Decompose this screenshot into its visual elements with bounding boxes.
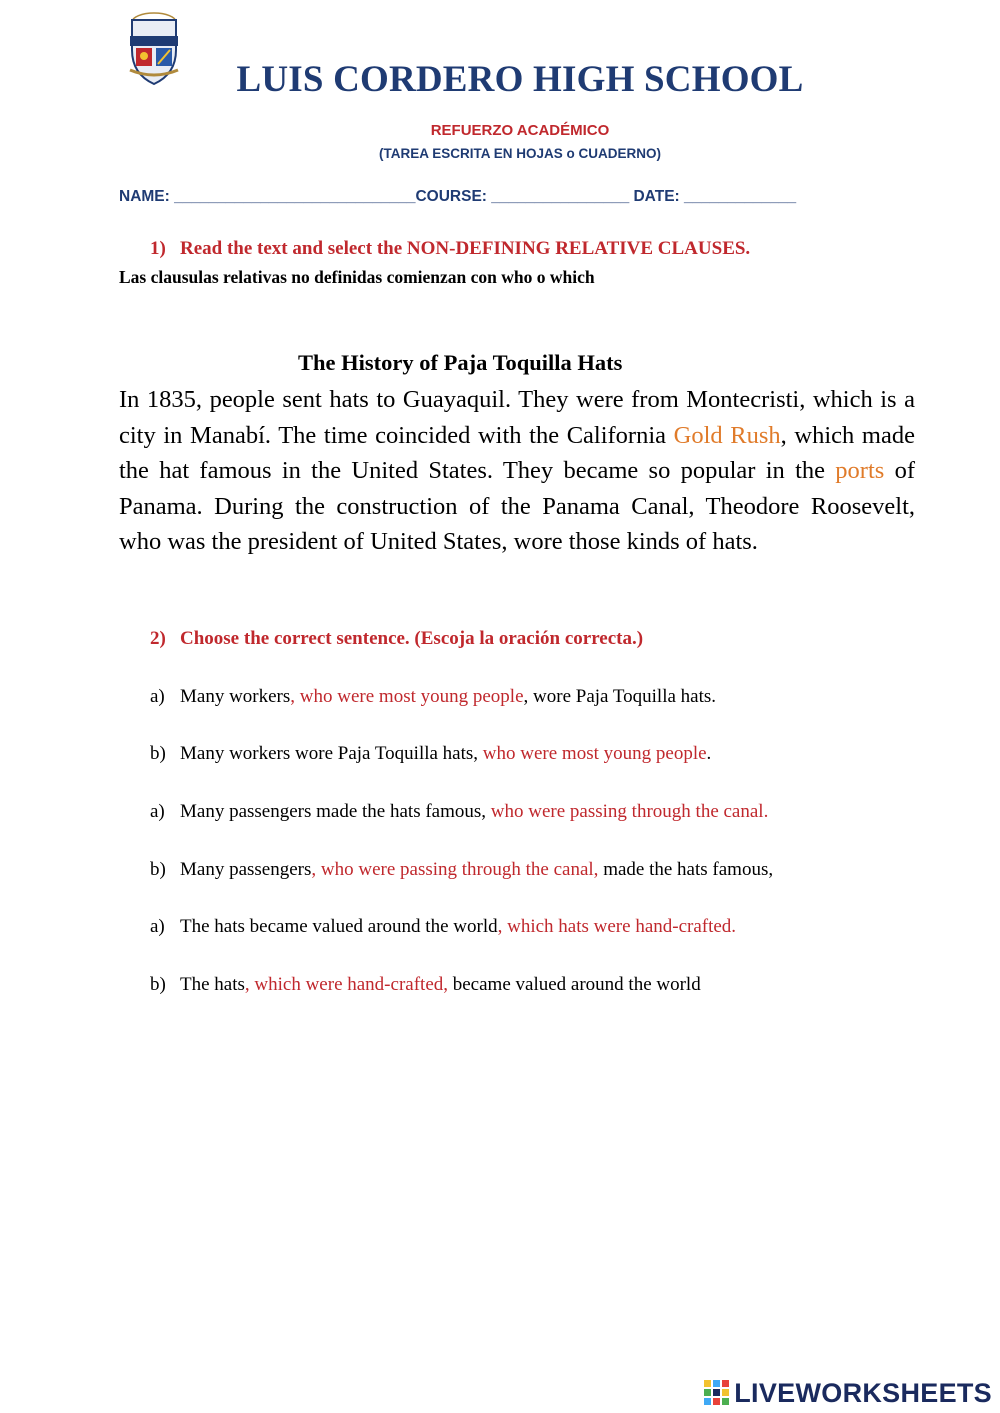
passage-text[interactable] [119, 382, 915, 560]
option-text: Many passengers [180, 859, 312, 880]
option-1b[interactable] [150, 743, 711, 765]
option-clause: , who were passing through the canal, [311, 859, 599, 880]
option-letter: a) [150, 916, 165, 937]
option-2a[interactable] [150, 801, 768, 823]
passage-segment[interactable]: of Panama. During the construction of the Panama Canal, Theodore Roosevelt, who was the president of United States, wore those kinds of hats. [119, 457, 915, 556]
option-clause: , who were most young people [290, 686, 524, 707]
question-number: 1) [150, 238, 166, 259]
option-text: The hats became valued around the world [180, 916, 498, 937]
option-letter: b) [150, 974, 166, 995]
question-text: Choose the correct sentence. (Escoja la oración correcta.) [180, 628, 644, 649]
option-text: Many workers [180, 686, 291, 707]
passage-segment[interactable]: , which made the hat famous in the United States. They became so popular in the [119, 421, 915, 485]
passage-segment[interactable]: In 1835, people sent hats to Guayaquil. They were from Montecristi, which is a city in Manabí. The time coincided with the California [119, 386, 915, 449]
student-info-line: NAME: ____________________________COURSE: ________________ DATE: _____________ [119, 188, 797, 205]
option-clause: , which hats were hand-crafted. [497, 916, 737, 937]
subtitle: REFUERZO ACADÉMICO [430, 122, 610, 139]
school-title: LUIS CORDERO HIGH SCHOOL [236, 59, 804, 100]
liveworksheets-brand [704, 1378, 992, 1408]
question-text: Read the text and select the NON-DEFINING RELATIVE CLAUSES. [180, 238, 751, 259]
option-letter: b) [150, 859, 166, 880]
question-1-instruction: Las clausulas relativas no definidas comienzan con who o which [119, 267, 595, 287]
option-letter: a) [150, 686, 165, 707]
highlighted-term[interactable]: ports [835, 457, 885, 485]
option-text: Many passengers made the hats famous, [180, 801, 491, 822]
option-text: Many workers wore Paja Toquilla hats, [180, 743, 483, 764]
option-3b[interactable] [150, 974, 701, 996]
question-number: 2) [150, 628, 166, 649]
option-text: , wore Paja Toquilla hats. [523, 686, 717, 707]
option-text: . [706, 743, 712, 764]
option-1a[interactable] [150, 686, 716, 708]
option-text: became valued around the world [448, 974, 701, 995]
option-2b[interactable] [150, 859, 773, 881]
option-clause: who were most young people [482, 743, 707, 764]
passage-title: The History of Paja Toquilla Hats [298, 350, 623, 375]
option-text: made the hats famous, [598, 859, 774, 880]
subtitle-note: (TAREA ESCRITA EN HOJAS o CUADERNO) [378, 146, 661, 161]
brand-name: LIVEWORKSHEETS [734, 1377, 992, 1408]
option-text: The hats [180, 974, 245, 995]
highlighted-term[interactable]: Gold Rush [673, 421, 781, 449]
option-clause: who were passing through the canal. [490, 801, 769, 822]
option-letter: b) [150, 743, 166, 764]
option-letter: a) [150, 801, 165, 822]
option-3a[interactable] [150, 916, 736, 938]
question-2-heading [150, 628, 643, 650]
liveworksheets-logo-icon [704, 1380, 730, 1406]
question-1-heading [150, 238, 750, 260]
option-clause: , which were hand-crafted, [244, 974, 448, 995]
